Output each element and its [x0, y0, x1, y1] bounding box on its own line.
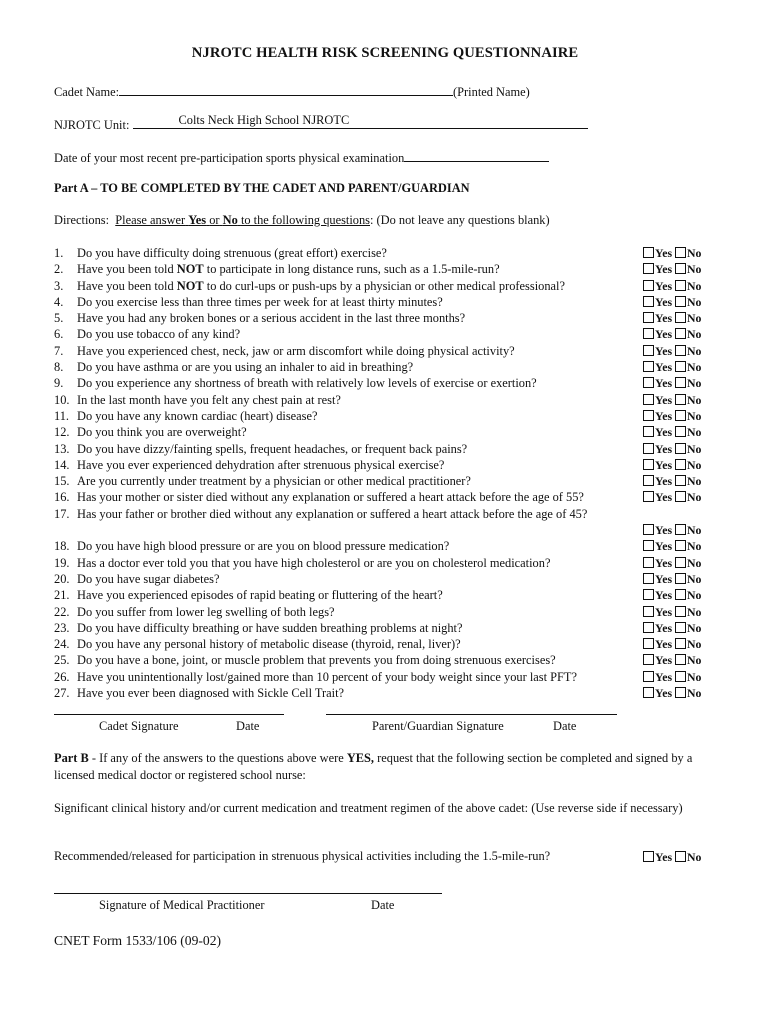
- yes-checkbox[interactable]: [643, 296, 654, 307]
- question-row: [54, 326, 724, 342]
- yes-no-options: [643, 636, 701, 652]
- question-row: [54, 620, 724, 636]
- yes-checkbox[interactable]: [643, 410, 654, 421]
- no-checkbox[interactable]: [675, 540, 686, 551]
- question-number: 16.: [54, 490, 70, 505]
- question-row: [54, 587, 724, 603]
- physical-exam-row: [54, 148, 549, 166]
- question-text: Do you have high blood pressure or are you on blood pressure medication?: [77, 539, 450, 554]
- question-row: [54, 604, 724, 620]
- yes-checkbox[interactable]: [643, 671, 654, 682]
- question-text: Do you use tobacco of any kind?: [77, 327, 241, 342]
- no-checkbox[interactable]: [675, 475, 686, 486]
- yes-no-options: [643, 278, 701, 294]
- question-text: Do you experience any shortness of breath with relatively low levels of exercise or exertion?: [77, 376, 537, 391]
- question-list: [54, 245, 724, 701]
- question-number: 19.: [54, 555, 70, 570]
- yes-checkbox[interactable]: [643, 606, 654, 617]
- clinical-history-text: Significant clinical history and/or current medication and treatment regimen of the above cadet: (Use reverse side if necessary): [54, 801, 683, 815]
- yes-no-options: [643, 392, 701, 408]
- question-number: 7.: [54, 343, 64, 358]
- yes-checkbox[interactable]: [643, 280, 654, 291]
- question-number: 3.: [54, 278, 64, 293]
- no-checkbox[interactable]: [675, 606, 686, 617]
- question-text: Do you think you are overweight?: [77, 425, 247, 440]
- question-row: [54, 424, 724, 440]
- no-label: No: [687, 669, 702, 684]
- yes-label: Yes: [655, 850, 673, 864]
- no-label: No: [687, 278, 702, 293]
- yes-label: Yes: [655, 686, 673, 701]
- question-text: Do you have asthma or are you using an inhaler to aid in breathing?: [77, 360, 414, 375]
- yes-no-options: [643, 441, 701, 457]
- yes-checkbox[interactable]: [643, 573, 654, 584]
- yes-label: Yes: [655, 262, 673, 277]
- no-label: No: [687, 850, 702, 864]
- no-label: No: [687, 474, 702, 489]
- question-text: Have you been told NOT to do curl-ups or push-ups by a physician or other medical professional?: [77, 278, 565, 293]
- yes-label: Yes: [655, 669, 673, 684]
- question-text: Are you currently under treatment by a physician or other medical practitioner?: [77, 474, 471, 489]
- yes-no-options: [643, 408, 701, 424]
- question-text: Have you experienced chest, neck, jaw or arm discomfort while doing physical activity?: [77, 343, 515, 358]
- yes-label: Yes: [655, 327, 673, 342]
- yes-no-options: [643, 343, 701, 359]
- question-text: Do you have a bone, joint, or muscle problem that prevents you from doing strenuous exercises?: [77, 653, 556, 668]
- yes-no-options: [643, 685, 701, 701]
- no-label: No: [687, 555, 702, 570]
- parent-signature-label: Parent/Guardian Signature: [372, 719, 504, 733]
- no-label: No: [687, 523, 702, 538]
- question-row: [54, 310, 724, 326]
- question-text: Has a doctor ever told you that you have high cholesterol or are you on cholesterol medication?: [77, 555, 551, 570]
- question-row: [54, 408, 724, 424]
- yes-label: Yes: [655, 571, 673, 586]
- question-number: 18.: [54, 539, 70, 554]
- question-number: 25.: [54, 653, 70, 668]
- yes-checkbox[interactable]: [643, 345, 654, 356]
- no-label: No: [687, 571, 702, 586]
- no-checkbox[interactable]: [675, 687, 686, 698]
- question-number: 17.: [54, 506, 70, 521]
- printed-name-label: (Printed Name): [453, 85, 530, 99]
- parent-date-label: Date: [553, 719, 577, 733]
- yes-label: Yes: [655, 441, 673, 456]
- question-number: 20.: [54, 571, 70, 586]
- question-number: 15.: [54, 474, 70, 489]
- question-row: [54, 261, 724, 277]
- question-text: Do you have dizzy/fainting spells, frequent headaches, or frequent back pains?: [77, 441, 468, 456]
- yes-no-options: [643, 310, 701, 326]
- no-label: No: [687, 490, 702, 505]
- question-row: [54, 359, 724, 375]
- yes-label: Yes: [655, 343, 673, 358]
- yes-checkbox[interactable]: [643, 589, 654, 600]
- question-row: [54, 685, 724, 701]
- no-checkbox[interactable]: [675, 622, 686, 633]
- question-number: 26.: [54, 669, 70, 684]
- yes-label: Yes: [655, 360, 673, 375]
- question-text: Have you had any broken bones or a serious accident in the last three months?: [77, 311, 466, 326]
- yes-no-options: [643, 294, 701, 310]
- cadet-signature-label: Cadet Signature: [99, 719, 179, 733]
- cadet-name-label: Cadet Name:: [54, 85, 120, 99]
- no-checkbox[interactable]: [675, 638, 686, 649]
- yes-no-options: [643, 538, 701, 554]
- no-label: No: [687, 392, 702, 407]
- no-checkbox[interactable]: [675, 443, 686, 454]
- yes-label: Yes: [655, 376, 673, 391]
- question-number: 5.: [54, 311, 64, 326]
- yes-no-options: [643, 571, 701, 587]
- no-checkbox[interactable]: [675, 361, 686, 372]
- practitioner-signature-line[interactable]: [54, 893, 442, 894]
- physical-exam-label: Date of your most recent pre-participation sports physical examination: [54, 151, 405, 165]
- yes-no-options: [643, 604, 701, 620]
- question-text: Do you have difficulty breathing or have sudden breathing problems at night?: [77, 620, 463, 635]
- question-number: 8.: [54, 360, 64, 375]
- no-label: No: [687, 425, 702, 440]
- yes-checkbox[interactable]: [643, 524, 654, 535]
- question-row: [54, 343, 724, 359]
- no-label: No: [687, 686, 702, 701]
- unit-row: [54, 115, 588, 133]
- no-checkbox[interactable]: [675, 263, 686, 274]
- no-label: No: [687, 457, 702, 472]
- yes-checkbox[interactable]: [643, 622, 654, 633]
- yes-checkbox[interactable]: [643, 426, 654, 437]
- yes-checkbox[interactable]: [643, 394, 654, 405]
- question-row: [54, 669, 724, 685]
- no-checkbox[interactable]: [675, 459, 686, 470]
- yes-checkbox[interactable]: [643, 312, 654, 323]
- yes-checkbox[interactable]: [643, 540, 654, 551]
- recommended-row: [54, 849, 724, 864]
- yes-label: Yes: [655, 474, 673, 489]
- question-row: [54, 375, 724, 391]
- yes-label: Yes: [655, 604, 673, 619]
- no-checkbox[interactable]: [675, 671, 686, 682]
- yes-label: Yes: [655, 555, 673, 570]
- no-checkbox[interactable]: [675, 280, 686, 291]
- question-text: Have you been told NOT to participate in long distance runs, such as a 1.5-mile-run?: [77, 262, 500, 277]
- yes-label: Yes: [655, 620, 673, 635]
- yes-no-options: [643, 555, 701, 571]
- no-label: No: [687, 408, 702, 423]
- no-label: No: [687, 441, 702, 456]
- no-checkbox[interactable]: [675, 654, 686, 665]
- no-label: No: [687, 343, 702, 358]
- part-b-label: Part B: [54, 751, 89, 765]
- no-label: No: [687, 620, 702, 635]
- part-b-intro: Part B - If any of the answers to the questions above were YES, request that the following section be completed and signed by a licensed medical doctor or registered school nurse:: [54, 751, 693, 782]
- question-row: [54, 652, 724, 668]
- question-text: Have you experienced episodes of rapid beating or fluttering of the heart?: [77, 588, 443, 603]
- question-text: Do you have difficulty doing strenuous (great effort) exercise?: [77, 246, 387, 260]
- question-row: [54, 392, 724, 408]
- question-number: 9.: [54, 376, 64, 391]
- yes-no-options: [643, 473, 701, 489]
- question-row: [54, 278, 724, 294]
- directions: [54, 213, 550, 228]
- yes-checkbox[interactable]: [643, 443, 654, 454]
- no-checkbox[interactable]: [675, 426, 686, 437]
- question-text: Do you have sugar diabetes?: [77, 571, 220, 586]
- yes-no-options: [643, 522, 701, 538]
- question-row: [54, 571, 724, 587]
- question-text: Has your father or brother died without any explanation or suffered a heart attack before the age of 45?: [77, 506, 588, 521]
- yes-label: Yes: [655, 523, 673, 538]
- no-checkbox[interactable]: [675, 296, 686, 307]
- yes-label: Yes: [655, 490, 673, 505]
- recommended-yes-checkbox[interactable]: [643, 851, 654, 862]
- no-checkbox[interactable]: [675, 524, 686, 535]
- physical-exam-date-field[interactable]: [404, 148, 549, 162]
- question-row: [54, 489, 724, 505]
- question-row: [54, 538, 724, 554]
- question-number: 22.: [54, 604, 70, 619]
- question-text: Do you exercise less than three times per week for at least thirty minutes?: [77, 294, 443, 309]
- no-checkbox[interactable]: [675, 328, 686, 339]
- question-number: 11.: [54, 408, 70, 423]
- parent-signature-line[interactable]: [326, 714, 617, 715]
- yes-label: Yes: [655, 294, 673, 309]
- yes-no-options: [643, 669, 701, 685]
- question-row: [54, 245, 724, 261]
- unit-label: NJROTC Unit:: [54, 118, 130, 132]
- no-checkbox[interactable]: [675, 557, 686, 568]
- no-checkbox[interactable]: [675, 312, 686, 323]
- no-checkbox[interactable]: [675, 247, 686, 258]
- question-number: 2.: [54, 262, 64, 277]
- cadet-signature-line[interactable]: [54, 714, 284, 715]
- yes-no-options: [643, 457, 701, 473]
- no-label: No: [687, 653, 702, 668]
- recommended-answer: [643, 849, 701, 865]
- question-row: [54, 473, 724, 489]
- question-row: [54, 457, 724, 473]
- unit-field[interactable]: [133, 115, 588, 129]
- yes-no-options: [643, 587, 701, 603]
- cadet-name-row: [54, 82, 530, 100]
- no-label: No: [687, 539, 702, 554]
- no-checkbox[interactable]: [675, 573, 686, 584]
- recommended-question: Recommended/released for participation in strenuous physical activities including the 1.5-mile-run?: [54, 849, 551, 863]
- question-text: In the last month have you felt any chest pain at rest?: [77, 392, 341, 407]
- no-label: No: [687, 311, 702, 326]
- no-checkbox[interactable]: [675, 491, 686, 502]
- question-text: Do you have any known cardiac (heart) disease?: [77, 408, 318, 423]
- directions-label: Directions:: [54, 213, 110, 227]
- practitioner-signature-label: Signature of Medical Practitioner: [99, 898, 265, 912]
- question-number: 27.: [54, 686, 70, 701]
- yes-checkbox[interactable]: [643, 263, 654, 274]
- question-number: 10.: [54, 392, 70, 407]
- yes-label: Yes: [655, 246, 673, 260]
- no-label: No: [687, 588, 702, 603]
- yes-label: Yes: [655, 637, 673, 652]
- no-label: No: [687, 376, 702, 391]
- form-id: CNET Form 1533/106 (09-02): [54, 933, 222, 948]
- page-title: NJROTC HEALTH RISK SCREENING QUESTIONNAIRE: [191, 45, 579, 61]
- cadet-name-field[interactable]: [119, 82, 453, 96]
- question-number: 1.: [54, 246, 64, 260]
- yes-checkbox[interactable]: [643, 377, 654, 388]
- part-a-heading: Part A – TO BE COMPLETED BY THE CADET AND PARENT/GUARDIAN: [54, 181, 470, 195]
- yes-checkbox[interactable]: [643, 557, 654, 568]
- no-label: No: [687, 294, 702, 309]
- question-row: [54, 294, 724, 310]
- no-label: No: [687, 246, 702, 260]
- question-number: 12.: [54, 425, 70, 440]
- question-text: Do you have any personal history of metabolic disease (thyroid, renal, liver)?: [77, 637, 461, 652]
- question-number: 6.: [54, 327, 64, 342]
- yes-no-options: [643, 620, 701, 636]
- yes-no-options: [643, 375, 701, 391]
- question-row: [54, 636, 724, 652]
- question-text: Have you unintentionally lost/gained more than 10 percent of your body weight since your last PFT?: [77, 669, 577, 684]
- yes-no-options: [643, 359, 701, 375]
- yes-checkbox[interactable]: [643, 328, 654, 339]
- directions-note: : (Do not leave any questions blank): [370, 213, 550, 227]
- question-number: 13.: [54, 441, 70, 456]
- yes-no-options: [643, 652, 701, 668]
- yes-checkbox[interactable]: [643, 247, 654, 258]
- question-text: Have you ever been diagnosed with Sickle Cell Trait?: [77, 686, 345, 701]
- no-checkbox[interactable]: [675, 589, 686, 600]
- yes-label: Yes: [655, 653, 673, 668]
- unit-value: Colts Neck High School NJROTC: [178, 113, 350, 127]
- no-label: No: [687, 327, 702, 342]
- yes-no-options: [643, 326, 701, 342]
- yes-checkbox[interactable]: [643, 459, 654, 470]
- question-text: Do you suffer from lower leg swelling of both legs?: [77, 604, 335, 619]
- question-row: [54, 441, 724, 457]
- yes-checkbox[interactable]: [643, 654, 654, 665]
- directions-instruction: Please answer Yes or No to the following questions: [115, 213, 370, 227]
- yes-no-options: [643, 424, 701, 440]
- question-number: 21.: [54, 588, 70, 603]
- yes-label: Yes: [655, 588, 673, 603]
- no-label: No: [687, 360, 702, 375]
- no-checkbox[interactable]: [675, 394, 686, 405]
- yes-label: Yes: [655, 408, 673, 423]
- no-checkbox[interactable]: [675, 377, 686, 388]
- question-number: 24.: [54, 637, 70, 652]
- no-checkbox[interactable]: [675, 410, 686, 421]
- question-number: 4.: [54, 294, 64, 309]
- question-row: [54, 506, 724, 539]
- yes-checkbox[interactable]: [643, 638, 654, 649]
- yes-label: Yes: [655, 457, 673, 472]
- yes-label: Yes: [655, 311, 673, 326]
- no-label: No: [687, 604, 702, 619]
- question-text: Have you ever experienced dehydration after strenuous physical exercise?: [77, 457, 445, 472]
- yes-label: Yes: [655, 425, 673, 440]
- yes-checkbox[interactable]: [643, 687, 654, 698]
- yes-checkbox[interactable]: [643, 491, 654, 502]
- no-label: No: [687, 637, 702, 652]
- yes-checkbox[interactable]: [643, 361, 654, 372]
- question-number: 14.: [54, 457, 70, 472]
- cadet-date-label: Date: [236, 719, 260, 733]
- yes-no-options: [643, 245, 701, 261]
- yes-label: Yes: [655, 539, 673, 554]
- recommended-no-checkbox[interactable]: [675, 851, 686, 862]
- yes-no-options: [643, 261, 701, 277]
- yes-label: Yes: [655, 278, 673, 293]
- question-text: Has your mother or sister died without any explanation or suffered a heart attack before the age of 55?: [77, 490, 584, 505]
- question-number: 23.: [54, 620, 70, 635]
- yes-checkbox[interactable]: [643, 475, 654, 486]
- yes-label: Yes: [655, 392, 673, 407]
- practitioner-date-label: Date: [371, 898, 395, 912]
- question-row: [54, 555, 724, 571]
- no-checkbox[interactable]: [675, 345, 686, 356]
- yes-no-options: [643, 489, 701, 505]
- no-label: No: [687, 262, 702, 277]
